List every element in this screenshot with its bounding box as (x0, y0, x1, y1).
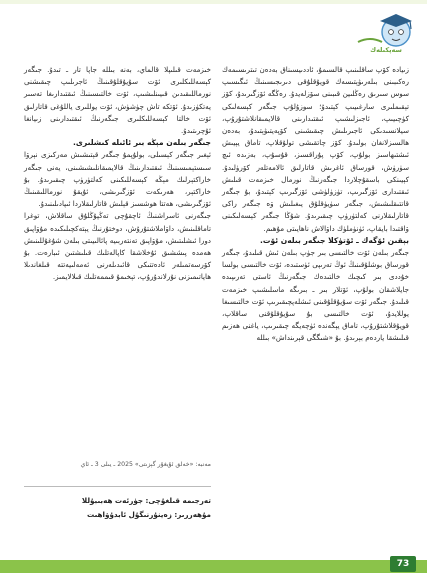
section-heading: بېقىن ئۆگەك ـ ئۆتۈكلا جىگەر بىلەن ئۆت. (259, 235, 409, 245)
article-left-column (24, 64, 211, 284)
article-right-column (222, 64, 409, 345)
top-decor-band (0, 0, 427, 4)
paragraph: خىزمەت قىلىپلا قالماي، بەنە بىللە جاپا تار ـ تىدۇ. جىگەر كېسەللىكلىرى ئۆت سۇيۇقلۇقىنىڭ ئاجرىلىپ چىقىشنى نورماللىقىدىن قىيىنلىشىپ، ئۆت خالتىسىنىڭ ئىقتىدارىغا تەسىر يەتكۈزىدۇ. ئۆتكە تاش چۈشۈش، ئۆت يوللىرى ياللۇغى قاتارلىق ئۆت خالتا كېسەللىكلىرى جىگەرنىڭ ئىقتىدارىنى زىيانغا ئۇچرىتىدۇ. (24, 65, 211, 136)
paragraph: ئېغىر جىگەر كېسىلى، بولۇپمۇ جىگەر قېتىشىش مەركىزى نېرۋا سىستېمىسىنىڭ ئىقتىدارىنىڭ قالايمىقانلىشىشىنى، يەنى جىگەر خاراكتېرلىك مېڭە كېسەللىكىنى كەلتۈرۈپ چىقىرىدۇ. بۇ خاراكتېر، ھەرىكەت ئۆزگىرىشى، ئۇيقۇ نورماللىقىنىڭ ئۆزگىرىشى، ھەتتا ھوشسىز قېلىش قاتارلىقلاردا ئىپادىلىنىدۇ. (24, 150, 211, 209)
footer-bar (0, 560, 427, 573)
divider (24, 486, 211, 487)
source-note: مەنبە: «خەلق ئۇيغۇر گېزىتى» 2025 ـ يىلى 3 ـ ئاي (80, 461, 211, 468)
paragraph: زىيادە كۆپ ساقلىنىپ قالسىمۇ، ئاددىيسىناق بەدەن تىترىسىمەك رەكىبىنى بىلەرىۋېتىسەك قويۇقلۇقى دىرىجىسىنىڭ ئىگىسىپ سوس سىرىق رەڭلىين قىبىنى سۆزلەيدۇ. رەڭگە ئۆزگىرىدۇ، كۆز تېقىملىرى سارغىيىپ كېتىدۇ؛ سوزۇلۇپ جىگەر كېسەلىكى كۈچىيىپ، ئاجىزلىشىپ ئىقتىدارىنى قالايمىقانلاشتۇرۇپ، سيلانسىدىكى ئاجىرىلىش چىقىشىنى كۆپەيتىۋېتىدۇ، بەدەن ھالسىزلانغان بولىدۇ. كۆز چاتقىشى تولۇقلاپ، تاماق يېيىش ئىشتىھاسىز بولۇپ، كۆپ پۇراقسىز، قۇسۇپ، بەزىدە ئىچ سۈرۈش، قورساق ئاغرىش قاتارلىق ئالامەتلەر كۆرۈلىدۇ. كېيىنكى باسقۇچلاردا جىگەرنىڭ نورمال خىزمەت قىلىش ئىقتىدارى ئۆزگىرىپ، تۈزۈلۈشى ئۆزگىرىپ كېتىدۇ، بۇ جىگەر قاتتىقلىشىش، جىگەر سۈيۈقلۇق يىغىلىش ۋە جىگەر راكى قاتارلىقلارنى كەلتۈرۈپ چىقىرىدۇ. شۇڭا جىگەر كېسەلىكىنى ۋاقتىدا بايقاپ، ئۈنۈملۈك داۋالاش ناھايىتى مۇھىم. (222, 65, 409, 233)
paragraph: جىگەرنى ئاسراشنىڭ ئاچقۇچى تەڭپۇڭلۇق ساقلاش، توغرا تاماقلىنىش، داۋاملاشتۇرۇش، دوختۇرنىڭ يېتەكچىلىكىدە مۇۋاپىق دورا ئىشلىتىش، مۇۋاپىق تەنتەربىيە پائالىيىتى بىلەن شۇغۇللىنىش ھەمدە پىششىق ئۇخلاشقا كاپالەتلىك قىلىشتىن ئىبارەت. بۇ كۆرسەتمىلەر ئادەتتىكى قائىدىلەرنى ئەمەلىيەتتە قىلغاندىلا ھاياتىمىزنى نۇرلاندۇرۇپ، تېخىمۇ قىممەتلىك قىلالايمىز. (24, 211, 211, 282)
page-number: 73 (390, 556, 416, 572)
logo-text: سەپكىلەك (370, 46, 402, 54)
section-heading: جىگەر بىلەن مېڭە بىر ئائىلە كىشلىرى. (73, 138, 211, 148)
credits (24, 494, 211, 522)
translator-credit: تەرجىمە قىلغۇچى: جۈرئەت ھەبىبۇللا (81, 496, 211, 505)
paragraph: جىگەر بىلەن ئۆت خالتىسى بىر جۈپ بىلەن ئىش قىلىدۇ، جىگەر قورساق بوشلۇقىنىڭ ئوڭ تەرىپى ئۈستىدە، ئۆت خالتىسى بولسا خۇددى بىر كىچىك خالتىدەك جىگەرنىڭ ئاستى تەرىپىدە جايلاشقان بولۇپ، ئۆتلار بىر ـ بىرىگە ماسلىشىپ خىزمەت قىلىدۇ. جىگەر ئۆت سۇيۇقلۇقىنى ئىشلەپچىقىرىپ ئۆت خالتىسىغا يوللايدۇ، ئۆت خالتىسى بۇ سۇيۇقلۇقنى ساقلاپ، قويۇقلاشتۇرۇپ، تاماق يېگەندە ئۈچەيگە چىقىرىپ، ياغنى ھەزىم قىلىشقا ياردەم بېرىدۇ. بۇ «شىگگى قېرىنداش» بىللە (222, 248, 409, 343)
editor-credit: مۇھەررىر: زەينۇرنىگۇل ئابدۇۋاھىت (86, 510, 211, 519)
